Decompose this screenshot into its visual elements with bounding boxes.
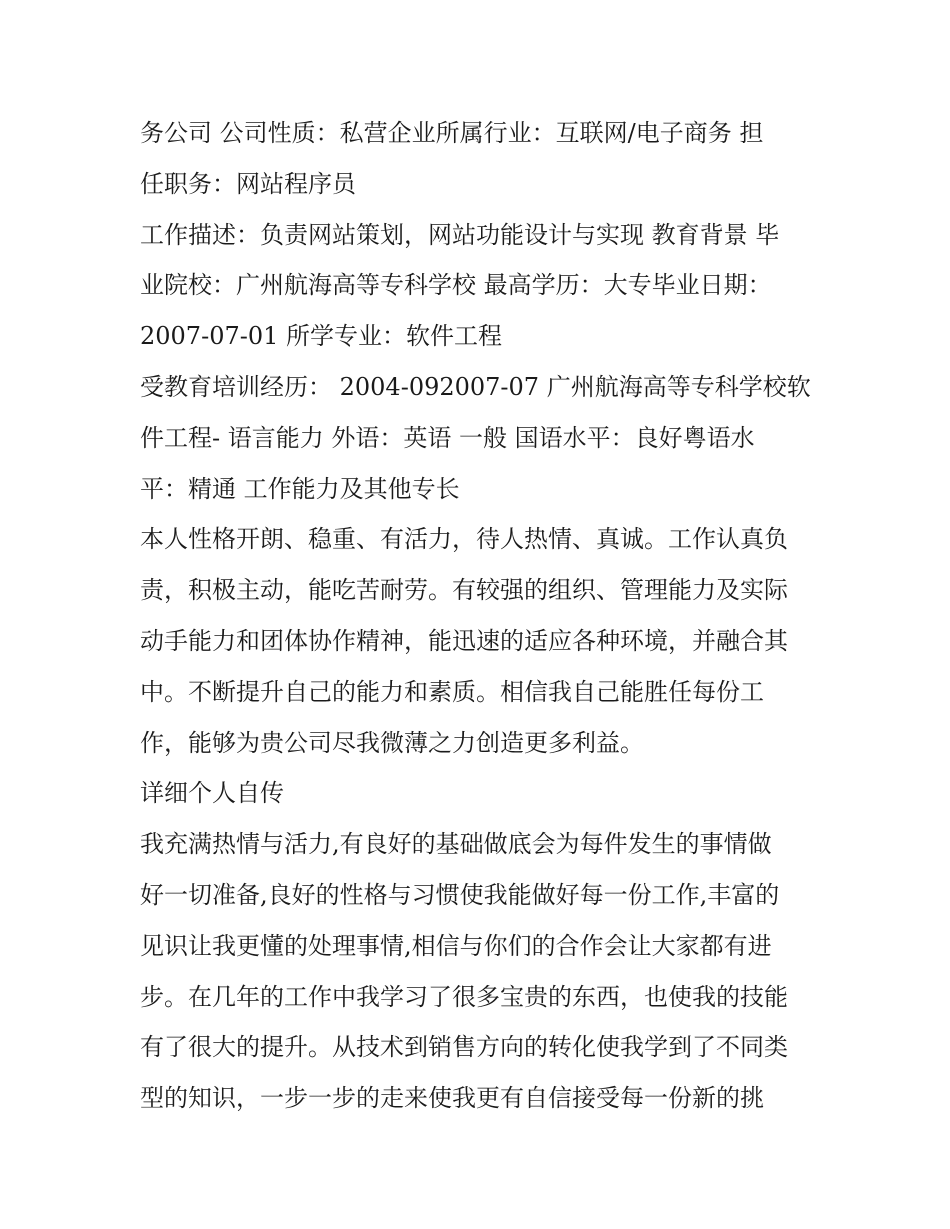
text-line: 本人性格开朗、稳重、有活力，待人热情、真诚。工作认真负: [140, 525, 788, 554]
text-line: 2007-07-01 所学专业：软件工程: [140, 322, 503, 351]
text-line: 有了很大的提升。从技术到销售方向的转化使我学到了不同类: [140, 1033, 788, 1062]
text-line: 作，能够为贵公司尽我微薄之力创造更多利益。: [140, 728, 644, 757]
text-line: 务公司 公司性质：私营企业所属行业：互联网/电子商务 担: [140, 119, 764, 147]
section-heading-autobiography: 详细个人自传: [140, 779, 284, 808]
text-line: 好一切准备,良好的性格与习惯使我能做好每一份工作,丰富的: [140, 880, 780, 909]
text-line: 动手能力和团体协作精神，能迅速的适应各种环境，并融合其: [140, 626, 788, 655]
text-line: 业院校：广州航海高等专科学校 最高学历：大专毕业日期：: [140, 271, 772, 300]
text-line: 任职务：网站程序员: [140, 169, 356, 198]
text-line: 责，积极主动，能吃苦耐劳。有较强的组织、管理能力及实际: [140, 576, 788, 605]
text-line: 平：精通 工作能力及其他专长: [140, 474, 460, 503]
text-line: 件工程- 语言能力 外语：英语 一般 国语水平：良好粤语水: [140, 423, 755, 452]
text-line: 中。不断提升自己的能力和素质。相信我自己能胜任每份工: [140, 677, 764, 706]
text-line: 见识让我更懂的处理事情,相信与你们的合作会让大家都有进: [140, 931, 772, 960]
text-line: 我充满热情与活力,有良好的基础做底会为每件发生的事情做: [140, 830, 772, 859]
text-line: 步。在几年的工作中我学习了很多宝贵的东西，也使我的技能: [140, 982, 788, 1011]
resume-text-block: [140, 108, 820, 1124]
text-line: 型的知识，一步一步的走来使我更有自信接受每一份新的挑: [140, 1084, 764, 1113]
text-line: 受教育培训经历： 2004-092007-07 广州航海高等专科学校软: [140, 372, 811, 401]
text-line: 工作描述：负责网站策划，网站功能设计与实现 教育背景 毕: [140, 220, 780, 249]
